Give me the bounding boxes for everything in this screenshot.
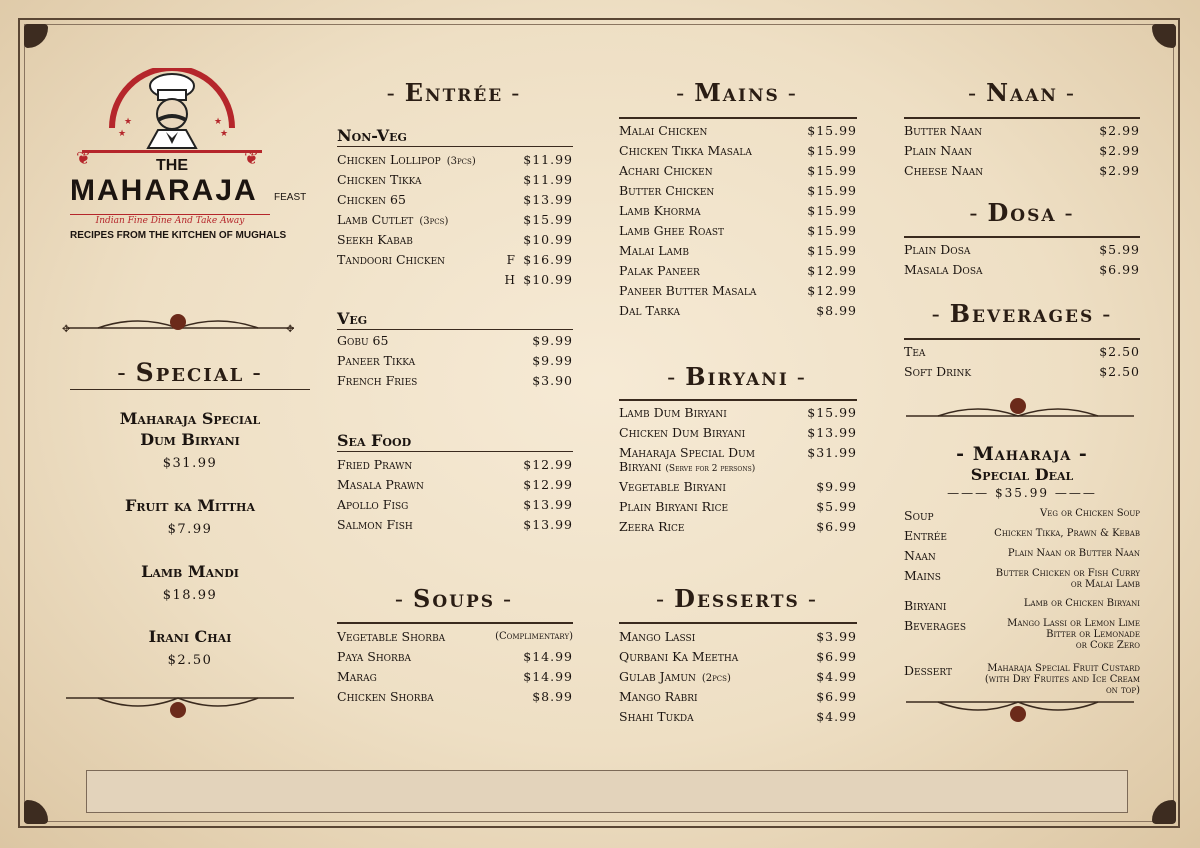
menu-item bbox=[619, 406, 857, 426]
item-price: $4.99 bbox=[816, 709, 857, 724]
item-name: Salmon Fish bbox=[337, 517, 413, 532]
item-name: Dal Tarka bbox=[619, 303, 680, 318]
special-item bbox=[70, 408, 310, 471]
naan-list bbox=[904, 124, 1140, 184]
special-item bbox=[70, 495, 310, 537]
brand-subtitle: RECIPES FROM THE KITCHEN OF MUGHALS bbox=[70, 230, 287, 241]
item-price: (Complimentary) bbox=[495, 631, 573, 642]
item-name: Palak Paneer bbox=[619, 263, 700, 278]
menu-item bbox=[337, 213, 573, 233]
menu-item bbox=[337, 630, 573, 650]
naan-rule bbox=[904, 117, 1140, 119]
special-item bbox=[70, 626, 310, 668]
menu-item bbox=[619, 204, 857, 224]
menu-item bbox=[904, 164, 1140, 184]
item-price: $15.99 bbox=[807, 143, 857, 158]
item-name: Fried Prawn bbox=[337, 457, 413, 472]
item-name: Butter Naan bbox=[904, 123, 983, 138]
flourish-divider bbox=[898, 394, 1142, 428]
item-price: $15.99 bbox=[807, 123, 857, 138]
nonveg-title: Non-Veg bbox=[337, 126, 573, 147]
item-name: Gulab Jamun (2pcs) bbox=[619, 669, 731, 684]
svg-text:✥: ✥ bbox=[286, 324, 295, 335]
brand-feast: FEAST bbox=[274, 192, 307, 203]
item-price: $13.99 bbox=[523, 192, 573, 207]
nonveg-list bbox=[337, 153, 573, 293]
item-name: Malai Lamb bbox=[619, 243, 689, 258]
item-note: H bbox=[504, 273, 515, 287]
item-name: Chicken Tikka Masala bbox=[619, 143, 752, 158]
special-item-price: $7.99 bbox=[167, 522, 213, 537]
menu-item bbox=[337, 193, 573, 213]
item-price: $5.99 bbox=[1099, 242, 1140, 257]
item-price: $11.99 bbox=[523, 172, 573, 187]
svg-text:❦: ❦ bbox=[244, 148, 260, 169]
menu-item bbox=[619, 224, 857, 244]
special-item-name: Lamb Mandi bbox=[141, 562, 239, 581]
dosa-rule bbox=[904, 236, 1140, 238]
flourish-divider bbox=[58, 310, 302, 344]
flourish-divider bbox=[58, 690, 302, 724]
menu-item bbox=[337, 334, 573, 354]
item-name: Chicken Tikka bbox=[337, 172, 422, 187]
item-name: Shahi Tukda bbox=[619, 709, 694, 724]
item-name: Tea bbox=[904, 344, 926, 359]
menu-item bbox=[337, 273, 573, 293]
entree-heading: - Entrée - bbox=[336, 78, 572, 107]
svg-text:★: ★ bbox=[124, 117, 133, 127]
item-name: Lamb Cutlet (3pcs) bbox=[337, 212, 449, 227]
deal-row bbox=[904, 618, 1140, 663]
menu-item bbox=[337, 354, 573, 374]
item-note: (Serve for 2 persons) bbox=[665, 464, 756, 474]
special-item-price: $18.99 bbox=[162, 588, 218, 603]
soups-rule bbox=[337, 622, 573, 624]
item-price: $12.99 bbox=[523, 457, 573, 472]
menu-item bbox=[619, 690, 857, 710]
deal-choice: Butter Chicken or Fish Curry or Malai Lamb bbox=[995, 568, 1140, 590]
beverages-rule bbox=[904, 338, 1140, 340]
special-item bbox=[70, 561, 310, 603]
deal-choice: Veg or Chicken Soup bbox=[1039, 508, 1140, 519]
dosa-list bbox=[904, 243, 1140, 283]
deal-subtitle: Special Deal bbox=[970, 465, 1074, 484]
item-name: Masala Prawn bbox=[337, 477, 424, 492]
desserts-rule bbox=[619, 622, 857, 624]
menu-item bbox=[619, 670, 857, 690]
menu-item bbox=[337, 498, 573, 518]
brand-the: THE bbox=[156, 157, 188, 174]
item-price: $13.99 bbox=[523, 497, 573, 512]
item-price: $2.50 bbox=[1099, 344, 1140, 359]
menu-item bbox=[904, 144, 1140, 164]
item-name: Lamb Dum Biryani bbox=[619, 405, 727, 420]
item-name: Paneer Tikka bbox=[337, 353, 416, 368]
special-item-name: Fruit ka Mittha bbox=[125, 496, 255, 515]
menu-item bbox=[619, 630, 857, 650]
svg-text:★: ★ bbox=[118, 129, 127, 139]
menu-item bbox=[904, 345, 1140, 365]
deal-course: Entrée bbox=[904, 528, 947, 543]
item-name: Chicken Lollipop (3pcs) bbox=[337, 152, 476, 167]
menu-item bbox=[619, 480, 857, 500]
menu-item bbox=[337, 173, 573, 193]
footer-box bbox=[86, 770, 1128, 813]
menu-item bbox=[619, 284, 857, 304]
menu-item bbox=[337, 518, 573, 538]
deal-row bbox=[904, 508, 1140, 528]
item-name: Qurbani Ka Meetha bbox=[619, 649, 739, 664]
item-name: Paya Shorba bbox=[337, 649, 411, 664]
biryani-rule bbox=[619, 399, 857, 401]
item-name: Zeera Rice bbox=[619, 519, 685, 534]
item-price: $2.99 bbox=[1099, 143, 1140, 158]
item-price: $31.99 bbox=[807, 445, 857, 460]
item-name: Tandoori Chicken F bbox=[337, 252, 515, 267]
item-name: Plain Biryani Rice bbox=[619, 499, 729, 514]
beverages-heading: - Beverages - bbox=[904, 299, 1140, 328]
menu-item bbox=[337, 458, 573, 478]
item-name: Lamb Ghee Roast bbox=[619, 223, 725, 238]
deal-course: Beverages bbox=[904, 618, 967, 633]
item-name: Vegetable Biryani bbox=[619, 479, 726, 494]
item-price: $8.99 bbox=[816, 303, 857, 318]
deal-course: Biryani bbox=[904, 598, 947, 613]
deal-row bbox=[904, 663, 1140, 708]
item-name: Cheese Naan bbox=[904, 163, 984, 178]
veg-title: Veg bbox=[337, 309, 573, 330]
deal-row bbox=[904, 528, 1140, 548]
seafood-list bbox=[337, 458, 573, 538]
brand-logo bbox=[62, 68, 312, 248]
brand-name: MAHARAJA bbox=[70, 174, 258, 207]
item-name: Plain Naan bbox=[904, 143, 973, 158]
item-price: $10.99 bbox=[523, 272, 573, 287]
item-price: $15.99 bbox=[807, 183, 857, 198]
svg-text:★: ★ bbox=[220, 129, 229, 139]
item-name: Mango Rabri bbox=[619, 689, 698, 704]
deal-course: Dessert bbox=[904, 663, 952, 678]
item-name: Chicken Dum Biryani bbox=[619, 425, 746, 440]
item-price: $12.99 bbox=[807, 283, 857, 298]
item-name: Malai Chicken bbox=[619, 123, 708, 138]
item-name: Chicken 65 bbox=[337, 192, 406, 207]
item-price: $12.99 bbox=[523, 477, 573, 492]
item-price: $9.99 bbox=[816, 479, 857, 494]
item-name: French Fries bbox=[337, 373, 418, 388]
menu-item bbox=[337, 233, 573, 253]
menu-item bbox=[337, 670, 573, 690]
menu-item bbox=[337, 690, 573, 710]
soups-heading: - Soups - bbox=[336, 584, 572, 613]
special-heading: - Special - bbox=[70, 358, 310, 390]
item-price: $3.90 bbox=[532, 373, 573, 388]
item-price: $14.99 bbox=[523, 649, 573, 664]
item-price: $6.99 bbox=[816, 649, 857, 664]
deal-row bbox=[904, 598, 1140, 618]
menu-item bbox=[619, 144, 857, 164]
seafood-title: Sea Food bbox=[337, 431, 573, 452]
menu-item bbox=[337, 253, 573, 273]
item-note: F bbox=[506, 253, 515, 267]
menu-item bbox=[619, 426, 857, 446]
item-name: Butter Chicken bbox=[619, 183, 715, 198]
item-price: $6.99 bbox=[816, 519, 857, 534]
menu-item bbox=[904, 365, 1140, 385]
item-price: $5.99 bbox=[816, 499, 857, 514]
deal-row bbox=[904, 548, 1140, 568]
deal-choice: Maharaja Special Fruit Custard (with Dry Fruites and Ice Cream on top) bbox=[984, 663, 1140, 696]
menu-item bbox=[904, 263, 1140, 283]
item-price: $4.99 bbox=[816, 669, 857, 684]
item-price: $8.99 bbox=[532, 689, 573, 704]
naan-heading: - Naan - bbox=[904, 78, 1140, 107]
item-price: $10.99 bbox=[523, 232, 573, 247]
menu-item bbox=[337, 650, 573, 670]
mains-rule bbox=[619, 117, 857, 119]
menu-item bbox=[337, 374, 573, 394]
item-name: Mango Lassi bbox=[619, 629, 696, 644]
item-note: (3pcs) bbox=[446, 156, 476, 167]
deal-title: Maharaja bbox=[972, 443, 1072, 465]
chef-icon bbox=[62, 68, 312, 208]
item-price: $15.99 bbox=[807, 223, 857, 238]
item-note: (3pcs) bbox=[419, 216, 449, 227]
dosa-heading: - Dosa - bbox=[904, 198, 1140, 227]
deal-choice: Lamb or Chicken Biryani bbox=[1023, 598, 1140, 609]
deal-course: Naan bbox=[904, 548, 936, 563]
item-price: $15.99 bbox=[807, 163, 857, 178]
item-name: Chicken Shorba bbox=[337, 689, 434, 704]
menu-item bbox=[619, 244, 857, 264]
item-name: Gobu 65 bbox=[337, 333, 389, 348]
beverages-list bbox=[904, 345, 1140, 385]
item-price: $15.99 bbox=[807, 203, 857, 218]
menu-item bbox=[337, 478, 573, 498]
item-price: $15.99 bbox=[807, 243, 857, 258]
item-price: $9.99 bbox=[532, 353, 573, 368]
menu-item bbox=[904, 243, 1140, 263]
svg-text:✥: ✥ bbox=[62, 324, 71, 335]
item-name: Maharaja Special Dum Biryani (Serve for 2 persons) bbox=[619, 445, 756, 474]
menu-item bbox=[619, 304, 857, 324]
item-price: $11.99 bbox=[523, 152, 573, 167]
item-note: (2pcs) bbox=[701, 673, 731, 684]
item-name: Soft Drink bbox=[904, 364, 972, 379]
menu-item bbox=[619, 264, 857, 284]
brand-tagline: Indian Fine Dine And Take Away bbox=[70, 214, 270, 226]
menu-item bbox=[619, 184, 857, 204]
item-name: Achari Chicken bbox=[619, 163, 713, 178]
menu-item bbox=[619, 500, 857, 520]
item-name: Seekh Kabab bbox=[337, 232, 413, 247]
menu-item bbox=[619, 164, 857, 184]
deal-choice: Mango Lassi or Lemon Lime Bitter or Lemonade or Coke Zero bbox=[1007, 618, 1140, 651]
special-item-name: Irani Chai bbox=[148, 627, 232, 646]
menu-item bbox=[904, 124, 1140, 144]
special-item-price: $2.50 bbox=[167, 653, 213, 668]
item-name: Apollo Fisg bbox=[337, 497, 409, 512]
deal-header: - Maharaja - Special Deal ——— $35.99 ——— bbox=[904, 443, 1140, 501]
menu-item bbox=[337, 153, 573, 173]
item-price: $2.99 bbox=[1099, 123, 1140, 138]
item-name: Lamb Khorma bbox=[619, 203, 701, 218]
item-name: Vegetable Shorba bbox=[337, 629, 446, 644]
deal-choice: Chicken Tikka, Prawn & Kebab bbox=[994, 528, 1140, 539]
special-item-name: Maharaja Special Dum Biryani bbox=[119, 409, 261, 449]
mains-heading: - Mains - bbox=[618, 78, 856, 107]
menu-item bbox=[619, 710, 857, 730]
deal-course: Soup bbox=[904, 508, 934, 523]
menu-item bbox=[619, 650, 857, 670]
item-name bbox=[337, 273, 523, 287]
svg-text:❦: ❦ bbox=[76, 148, 92, 169]
item-price: $12.99 bbox=[807, 263, 857, 278]
soups-list bbox=[337, 630, 573, 710]
item-price: $6.99 bbox=[816, 689, 857, 704]
item-name: Paneer Butter Masala bbox=[619, 283, 757, 298]
menu-item bbox=[619, 520, 857, 540]
biryani-list bbox=[619, 406, 857, 540]
item-price: $15.99 bbox=[807, 405, 857, 420]
item-price: $2.50 bbox=[1099, 364, 1140, 379]
item-price: $9.99 bbox=[532, 333, 573, 348]
item-price: $15.99 bbox=[523, 212, 573, 227]
desserts-list bbox=[619, 630, 857, 730]
item-price: $3.99 bbox=[816, 629, 857, 644]
item-price: $13.99 bbox=[807, 425, 857, 440]
menu-item bbox=[619, 124, 857, 144]
deal-price: $35.99 bbox=[995, 486, 1049, 500]
desserts-heading: - Desserts - bbox=[618, 584, 856, 613]
svg-text:★: ★ bbox=[214, 117, 223, 127]
item-name: Marag bbox=[337, 669, 377, 684]
item-price: $13.99 bbox=[523, 517, 573, 532]
item-price: $16.99 bbox=[523, 252, 573, 267]
mains-list bbox=[619, 124, 857, 324]
deal-course: Mains bbox=[904, 568, 941, 583]
biryani-heading: - Biryani - bbox=[618, 362, 856, 391]
deal-choice: Plain Naan or Butter Naan bbox=[1007, 548, 1140, 559]
item-name: Plain Dosa bbox=[904, 242, 971, 257]
item-price: $14.99 bbox=[523, 669, 573, 684]
deal-list bbox=[904, 508, 1140, 708]
item-price: $2.99 bbox=[1099, 163, 1140, 178]
item-price: $6.99 bbox=[1099, 262, 1140, 277]
special-item-price: $31.99 bbox=[162, 456, 218, 471]
deal-row bbox=[904, 568, 1140, 598]
item-name: Masala Dosa bbox=[904, 262, 983, 277]
menu-item bbox=[619, 446, 857, 480]
veg-list bbox=[337, 334, 573, 394]
